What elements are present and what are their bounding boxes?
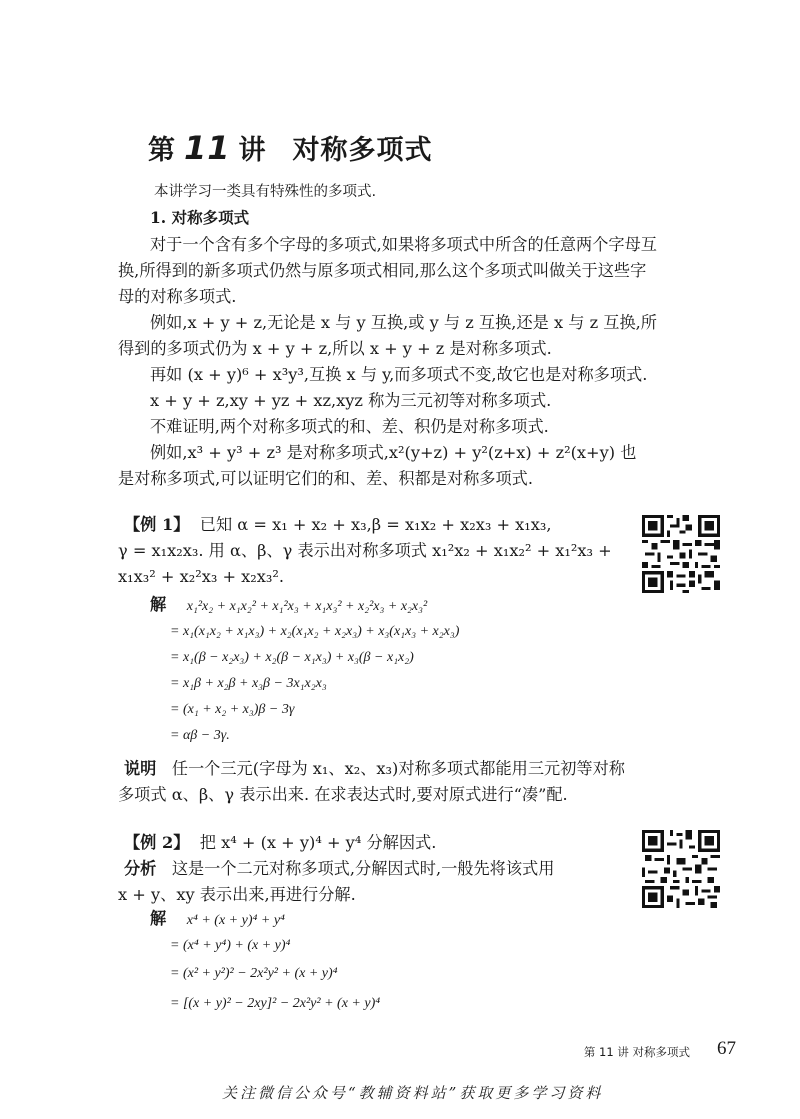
paragraph-line: 不难证明,两个对称多项式的和、差、积仍是对称多项式. — [150, 417, 549, 436]
solve-label: 解 — [150, 909, 167, 928]
title-prefix: 第 — [148, 135, 176, 166]
example2-line: 把 x⁴ + (x + y)⁴ + y⁴ 分解因式. — [199, 833, 437, 852]
note1 — [124, 756, 625, 782]
analysis-line: x + y、xy 表示出来,再进行分解. — [118, 885, 356, 904]
solution-step: = x₁(x₁x₂ + x₁x₃) + x₂(x₁x₂ + x₂x₃) + x₃(x₁x₃ + x₂x₃) — [170, 624, 460, 639]
solution-step: = x₁(β − x₂x₃) + x₂(β − x₁x₃) + x₃(β − x₁x₂) — [170, 650, 414, 665]
title-text: 对称多项式 — [292, 135, 433, 166]
paragraph-line: 例如,x + y + z,无论是 x 与 y 互换,或 y 与 z 互换,还是 x 与 z 互换,所 — [150, 313, 657, 332]
example1-label: 【例 1】 — [124, 515, 190, 534]
solution-step: = x₁β + x₂β + x₃β − 3x₁x₂x₃ — [170, 676, 327, 691]
qr-code-icon[interactable] — [642, 515, 720, 593]
solution2 — [150, 906, 285, 934]
analysis-label: 分析 — [124, 859, 157, 878]
footer-lesson-label: 第 11 讲 对称多项式 — [583, 1045, 690, 1059]
analysis2 — [124, 856, 554, 882]
note-line: 多项式 α、β、γ 表示出来. 在求表达式时,要对原式进行“凑”配. — [118, 785, 568, 804]
example1-line: γ = x₁x₂x₃. 用 α、β、γ 表示出对称多项式 x₁²x₂ + x₁x₂² + x₁²x₃ + — [118, 541, 612, 560]
title-number: 11 — [184, 129, 231, 167]
solution-step: = αβ − 3γ. — [170, 728, 230, 743]
section-heading: 1. 对称多项式 — [150, 208, 250, 227]
paragraph-line: x + y + z,xy + yz + xz,xyz 称为三元初等对称多项式. — [150, 391, 552, 410]
solution-step: = (x⁴ + y⁴) + (x + y)⁴ — [170, 938, 291, 953]
example1-line: x₁x₃² + x₂²x₃ + x₂x₃². — [118, 567, 285, 586]
paragraph-line: 例如,x³ + y³ + z³ 是对称多项式,x²(y+z) + y²(z+x) + z²(x+y) 也 — [150, 443, 637, 462]
title-suffix: 讲 — [238, 135, 267, 166]
paragraph-line: 换,所得到的新多项式仍然与原多项式相同,那么这个多项式叫做关于这些字 — [118, 261, 647, 280]
paragraph-line: 对于一个含有多个字母的多项式,如果将多项式中所含的任意两个字母互 — [150, 235, 657, 254]
page-number: 67 — [717, 1038, 736, 1059]
analysis-line: 这是一个二元对称多项式,分解因式时,一般先将该式用 — [171, 859, 555, 878]
qr-code-icon[interactable] — [642, 830, 720, 908]
example2-label: 【例 2】 — [124, 833, 190, 852]
paragraph-line: 母的对称多项式. — [118, 287, 237, 306]
intro-text: 本讲学习一类具有特殊性的多项式. — [154, 184, 377, 200]
solution-step: = [(x + y)² − 2xy]² − 2x²y² + (x + y)⁴ — [170, 996, 381, 1011]
example2-heading — [124, 830, 436, 856]
solve-label: 解 — [150, 595, 167, 614]
solution-step: = (x² + y²)² − 2x²y² + (x + y)⁴ — [170, 966, 338, 981]
solution-step: = (x₁ + x₂ + x₃)β − 3γ — [170, 702, 295, 717]
example1-line: 已知 α = x₁ + x₂ + x₃,β = x₁x₂ + x₂x₃ + x₁x₃, — [199, 515, 552, 534]
solution1 — [150, 592, 427, 620]
solution-step: x₁²x₂ + x₁x₂² + x₁²x₃ + x₁x₃² + x₂²x₃ + x₂x₃² — [186, 599, 428, 614]
promo-banner: 关注微信公众号“教辅资料站”获取更多学习资料 — [222, 1084, 604, 1102]
solution-step: x⁴ + (x + y)⁴ + y⁴ — [186, 913, 285, 928]
page-title — [148, 128, 433, 167]
paragraph-line: 得到的多项式仍为 x + y + z,所以 x + y + z 是对称多项式. — [118, 339, 552, 358]
paragraph-line: 再如 (x + y)⁶ + x³y³,互换 x 与 y,而多项式不变,故它也是对称多项式. — [150, 365, 648, 384]
example1-heading — [124, 512, 552, 538]
paragraph-line: 是对称多项式,可以证明它们的和、差、积都是对称多项式. — [118, 469, 533, 488]
note-line: 任一个三元(字母为 x₁、x₂、x₃)对称多项式都能用三元初等对称 — [171, 759, 625, 778]
note-label: 说明 — [124, 759, 157, 778]
